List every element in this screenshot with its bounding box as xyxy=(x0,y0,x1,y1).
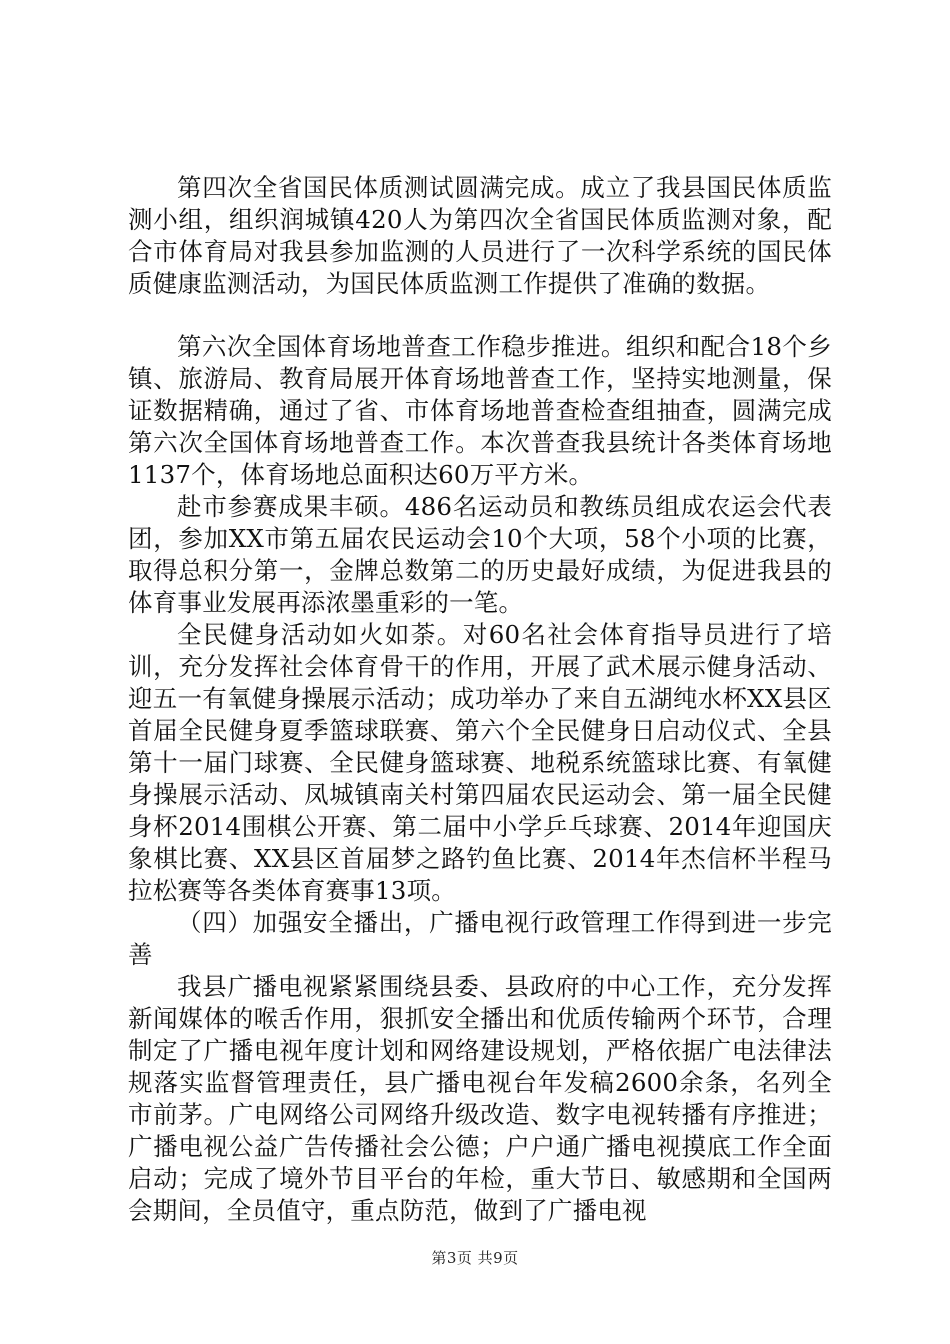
paragraph-gap xyxy=(128,300,832,331)
paragraph-venue-census: 第六次全国体育场地普查工作稳步推进。组织和配合18个乡镇、旅游局、教育局展开体育场地普查工作，坚持实地测量，保证数据精确，通过了省、市体育场地普查检查组抽查，圆满完成第六次全国体育场地普查工作。本次普查我县统计各类体育场地1137个，体育场地总面积达60万平方米。 xyxy=(128,332,832,489)
page-footer: 第3页 共9页 xyxy=(431,1249,519,1267)
paragraph-physique-test: 第四次全省国民体质测试圆满完成。成立了我县国民体质监测小组，组织润城镇420人为第四次全省国民体质监测对象，配合市体育局对我县参加监测的人员进行了一次科学系统的国民体质健康监测活动，为国民体质监测工作提供了准确的数据。 xyxy=(128,173,832,298)
paragraph-fitness-activities: 全民健身活动如火如荼。对60名社会体育指导员进行了培训，充分发挥社会体育骨干的作用，开展了武术展示健身活动、迎五一有氧健身操展示活动；成功举办了来自五湖纯水杯XX县区首届全民健身夏季篮球联赛、第六个全民健身日启动仪式、全县第十一届门球赛、全民健身篮球赛、地税系统篮球比赛、有氧健身操展示活动、凤城镇南关村第四届农民运动会、第一届全民健身杯2014围棋公开赛、第二届中小学乒乓球赛、2014年迎国庆象棋比赛、XX县区首届梦之路钓鱼比赛、2014年杰信杯半程马拉松赛等各类体育赛事13项。 xyxy=(128,620,832,905)
section-heading-broadcast: （四）加强安全播出，广播电视行政管理工作得到进一步完善 xyxy=(128,908,832,969)
paragraph-broadcast-work: 我县广播电视紧紧围绕县委、县政府的中心工作，充分发挥新闻媒体的喉舌作用，狠抓安全播出和优质传输两个环节，合理制定了广播电视年度计划和网络建设规划，严格依据广电法律法规落实监督管理责任，县广播电视台年发稿2600余条，名列全市前茅。广电网络公司网络升级改造、数字电视转播有序推进；广播电视公益广告传播社会公德；户户通广播电视摸底工作全面启动；完成了境外节目平台的年检，重大节日、敏感期和全国两会期间，全员值守，重点防范，做到了广播电视 xyxy=(128,972,832,1225)
paragraph-city-games: 赴市参赛成果丰硕。486名运动员和教练员组成农运会代表团，参加XX市第五届农民运动会10个大项，58个小项的比赛，取得总积分第一，金牌总数第二的历史最好成绩，为促进我县的体育事业发展再添浓墨重彩的一笔。 xyxy=(128,492,832,617)
document-body xyxy=(128,172,832,1227)
